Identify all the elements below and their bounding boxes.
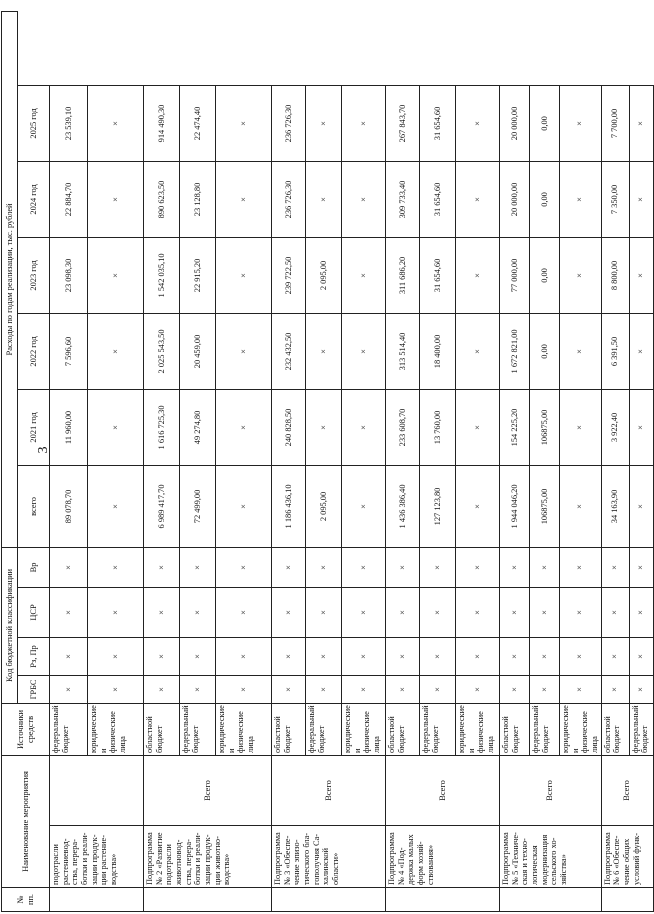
value-cell-y2023: × [629,237,653,313]
value-cell-csr: × [601,587,629,637]
rotated-table-container [1,12,650,912]
value-cell-y2021: 13 760,00 [420,389,456,465]
funding-source-cell: областной бюджет [601,703,629,755]
value-cell-total: × [88,465,144,547]
value-cell-y2023: 77 000,00 [500,237,530,313]
value-cell-y2021: × [629,389,653,465]
value-cell-rz: × [216,637,272,675]
header-expenses: Расходы по годам реализации, тыс. рублей [2,11,18,547]
value-cell-vr: × [420,547,456,587]
value-cell-rz: × [180,637,216,675]
value-cell-csr: × [456,587,500,637]
value-cell-y2022: × [216,313,272,389]
value-cell-y2024: × [456,161,500,237]
funding-source-cell: федеральный бюджет [629,703,653,755]
table-row [50,11,88,911]
value-cell-y2024: 31 654,60 [420,161,456,237]
value-cell-rz: × [530,637,560,675]
value-cell-y2025: × [342,85,386,161]
value-cell-y2021: 240 828,50 [272,389,306,465]
header-total: всего [18,465,50,547]
header-2024: 2024 год [18,161,50,237]
value-cell-grbs: × [50,675,88,703]
value-cell-y2025: 22 474,40 [180,85,216,161]
value-cell-y2024: 309 733,40 [386,161,420,237]
value-cell-vr: × [272,547,306,587]
value-cell-y2024: 23 128,80 [180,161,216,237]
funding-source-cell: юридические и физические лица [342,703,386,755]
value-cell-total: 34 163,90 [601,465,629,547]
vsego-cell: Всего [601,755,653,825]
value-cell-y2022: 2 025 543,50 [144,313,180,389]
header-2022: 2022 год [18,313,50,389]
value-cell-grbs: × [420,675,456,703]
value-cell-y2022: × [88,313,144,389]
value-cell-y2023: × [456,237,500,313]
value-cell-total: 1 944 046,20 [500,465,530,547]
value-cell-total: 1 436 386,40 [386,465,420,547]
value-cell-y2024: 0,00 [530,161,560,237]
vsego-cell: Всего [500,755,602,825]
value-cell-rz: × [342,637,386,675]
value-cell-y2023: 0,00 [530,237,560,313]
header-funding-source: Источники средств [2,703,50,755]
value-cell-y2025: × [216,85,272,161]
value-cell-y2022: 18 400,00 [420,313,456,389]
value-cell-grbs: × [560,675,602,703]
table-row [144,11,180,911]
table-row [601,11,629,911]
value-cell-y2024: 22 884,70 [50,161,88,237]
value-cell-vr: × [180,547,216,587]
header-num: № пп. [2,888,50,912]
funding-source-cell: федеральный бюджет [306,703,342,755]
event-name-cell: подотрасли растениевод-ства, перера-ботки и реали-зации продук-ции растение-водства» [50,826,144,888]
vsego-cell: Всего [386,755,500,825]
value-cell-y2025: 7 700,00 [601,85,629,161]
value-cell-rz: × [629,637,653,675]
value-cell-y2021: × [216,389,272,465]
value-cell-y2022: 6 391,50 [601,313,629,389]
value-cell-y2021: 49 274,80 [180,389,216,465]
value-cell-total: × [456,465,500,547]
funding-source-cell: областной бюджет [386,703,420,755]
value-cell-y2022: 1 672 821,00 [500,313,530,389]
header-budget-code: Код бюджетной классификации [2,547,18,703]
table-row [272,11,306,911]
value-cell-y2025: × [306,85,342,161]
row-number-cell [272,888,386,912]
value-cell-grbs: × [180,675,216,703]
value-cell-total: 2 095,00 [306,465,342,547]
value-cell-total: 127 123,80 [420,465,456,547]
value-cell-vr: × [629,547,653,587]
value-cell-rz: × [601,637,629,675]
value-cell-vr: × [216,547,272,587]
value-cell-y2021: 3 922,40 [601,389,629,465]
value-cell-y2021: 106875,00 [530,389,560,465]
value-cell-csr: × [420,587,456,637]
value-cell-rz: × [560,637,602,675]
row-number-cell [500,888,602,912]
value-cell-y2022: × [306,313,342,389]
value-cell-y2021: × [456,389,500,465]
value-cell-vr: × [342,547,386,587]
value-cell-y2022: × [342,313,386,389]
value-cell-y2023: × [88,237,144,313]
funding-source-cell: областной бюджет [144,703,180,755]
value-cell-grbs: × [601,675,629,703]
funding-source-cell: юридические и физические лица [560,703,602,755]
value-cell-y2024: × [216,161,272,237]
value-cell-rz: × [88,637,144,675]
value-cell-vr: × [456,547,500,587]
value-cell-y2024: × [342,161,386,237]
value-cell-y2024: × [560,161,602,237]
value-cell-vr: × [50,547,88,587]
event-name-cell: Подпрограмма № 6 «Обеспе-чение общих условий функ- [601,826,653,888]
value-cell-csr: × [386,587,420,637]
value-cell-grbs: × [530,675,560,703]
value-cell-csr: × [144,587,180,637]
value-cell-rz: × [144,637,180,675]
value-cell-vr: × [560,547,602,587]
table-row [500,11,530,911]
value-cell-grbs: × [386,675,420,703]
value-cell-total: × [560,465,602,547]
value-cell-rz: × [50,637,88,675]
value-cell-y2025: 914 490,30 [144,85,180,161]
funding-source-cell: федеральный бюджет [530,703,560,755]
value-cell-vr: × [306,547,342,587]
funding-source-cell: областной бюджет [272,703,306,755]
value-cell-y2023: 1 542 035,10 [144,237,180,313]
value-cell-csr: × [629,587,653,637]
value-cell-csr: × [50,587,88,637]
value-cell-y2021: 233 608,70 [386,389,420,465]
header-2025: 2025 год [18,85,50,161]
value-cell-vr: × [500,547,530,587]
value-cell-y2025: × [560,85,602,161]
value-cell-y2022: × [629,313,653,389]
value-cell-y2021: × [306,389,342,465]
value-cell-csr: × [560,587,602,637]
value-cell-total: × [342,465,386,547]
value-cell-csr: × [530,587,560,637]
header-grbs: ГРБС [18,675,50,703]
header-event-name: Наименование мероприятия [2,755,50,887]
value-cell-y2022: 313 514,40 [386,313,420,389]
value-cell-y2022: 232 432,50 [272,313,306,389]
value-cell-grbs: × [342,675,386,703]
value-cell-grbs: × [216,675,272,703]
value-cell-csr: × [272,587,306,637]
value-cell-csr: × [342,587,386,637]
value-cell-vr: × [386,547,420,587]
value-cell-grbs: × [629,675,653,703]
value-cell-grbs: × [88,675,144,703]
funding-source-cell: юридические и физические лица [456,703,500,755]
value-cell-y2024: 7 350,00 [601,161,629,237]
value-cell-y2021: 1 616 725,30 [144,389,180,465]
value-cell-csr: × [216,587,272,637]
value-cell-y2024: 20 000,00 [500,161,530,237]
value-cell-y2022: 7 596,60 [50,313,88,389]
value-cell-y2023: 22 915,20 [180,237,216,313]
budget-table [1,11,654,912]
value-cell-y2022: 20 459,00 [180,313,216,389]
vsego-cell: Всего [272,755,386,825]
value-cell-rz: × [420,637,456,675]
value-cell-grbs: × [500,675,530,703]
value-cell-y2021: × [560,389,602,465]
value-cell-total: 106875,00 [530,465,560,547]
value-cell-y2024: 236 726,30 [272,161,306,237]
value-cell-y2023: 239 722,50 [272,237,306,313]
value-cell-y2025: 23 539,10 [50,85,88,161]
header-vr: Вр [18,547,50,587]
value-cell-total: × [216,465,272,547]
value-cell-rz: × [272,637,306,675]
row-number-cell [50,888,144,912]
funding-source-cell: федеральный бюджет [420,703,456,755]
value-cell-y2021: 154 225,20 [500,389,530,465]
value-cell-rz: × [386,637,420,675]
value-cell-y2023: 8 800,00 [601,237,629,313]
value-cell-y2024: 890 623,50 [144,161,180,237]
table-row [386,11,420,911]
value-cell-y2024: × [629,161,653,237]
row-number-cell [601,888,653,912]
vsego-cell [50,755,144,825]
value-cell-y2021: × [88,389,144,465]
value-cell-y2023: × [216,237,272,313]
value-cell-y2023: × [560,237,602,313]
value-cell-y2025: × [629,85,653,161]
value-cell-y2021: 11 960,00 [50,389,88,465]
value-cell-grbs: × [144,675,180,703]
value-cell-y2023: 23 098,30 [50,237,88,313]
value-cell-y2021: × [342,389,386,465]
value-cell-vr: × [530,547,560,587]
value-cell-total: 6 989 417,70 [144,465,180,547]
value-cell-total: 89 078,70 [50,465,88,547]
header-2023: 2023 год [18,237,50,313]
funding-source-cell: областной бюджет [500,703,530,755]
value-cell-y2022: × [456,313,500,389]
row-number-cell [386,888,500,912]
value-cell-y2025: 20 000,00 [500,85,530,161]
funding-source-cell: федеральный бюджет [180,703,216,755]
value-cell-vr: × [88,547,144,587]
event-name-cell: Подпрограмма № 5 «Техниче-ская и техно-логическая модернизация сельского хо-зяйства» [500,826,602,888]
value-cell-y2025: 31 654,60 [420,85,456,161]
row-number-cell [144,888,272,912]
page-number: 3 [36,446,51,454]
value-cell-vr: × [601,547,629,587]
value-cell-y2024: × [306,161,342,237]
value-cell-y2022: 0,00 [530,313,560,389]
header-csr: ЦСР [18,587,50,637]
value-cell-rz: × [456,637,500,675]
value-cell-grbs: × [456,675,500,703]
value-cell-y2023: × [342,237,386,313]
value-cell-y2025: 267 843,70 [386,85,420,161]
table-body [50,11,654,911]
event-name-cell: Подпрограмма № 2 «Развитие подотрасли животновод-ства, перера-ботки и реали-зации продук-ции животно-водства» [144,826,272,888]
value-cell-y2025: 0,00 [530,85,560,161]
value-cell-total: × [629,465,653,547]
value-cell-y2025: × [456,85,500,161]
event-name-cell: Подпрограмма № 3 «Обеспе-чение эпизо-тического бла-гополучия Са-халинской области» [272,826,386,888]
value-cell-y2024: × [88,161,144,237]
funding-source-cell: федеральный бюджет [50,703,88,755]
funding-source-cell: юридические и физические лица [216,703,272,755]
value-cell-total: 72 499,00 [180,465,216,547]
value-cell-grbs: × [306,675,342,703]
header-2021: 2021 год [18,389,50,465]
value-cell-vr: × [144,547,180,587]
value-cell-csr: × [180,587,216,637]
value-cell-csr: × [88,587,144,637]
value-cell-grbs: × [272,675,306,703]
header-rz-pr: Рз, Пр [18,637,50,675]
value-cell-total: 1 186 436,10 [272,465,306,547]
funding-source-cell: юридические и физические лица [88,703,144,755]
value-cell-y2022: × [560,313,602,389]
value-cell-csr: × [306,587,342,637]
value-cell-y2023: 311 686,20 [386,237,420,313]
value-cell-rz: × [500,637,530,675]
vsego-cell: Всего [144,755,272,825]
value-cell-csr: × [500,587,530,637]
value-cell-y2023: 31 654,60 [420,237,456,313]
event-name-cell: Подпрограмма № 4 «Под-держка малых форм хозяй-ствования» [386,826,500,888]
value-cell-y2023: 2 095,00 [306,237,342,313]
value-cell-y2025: 236 726,30 [272,85,306,161]
value-cell-rz: × [306,637,342,675]
value-cell-y2025: × [88,85,144,161]
